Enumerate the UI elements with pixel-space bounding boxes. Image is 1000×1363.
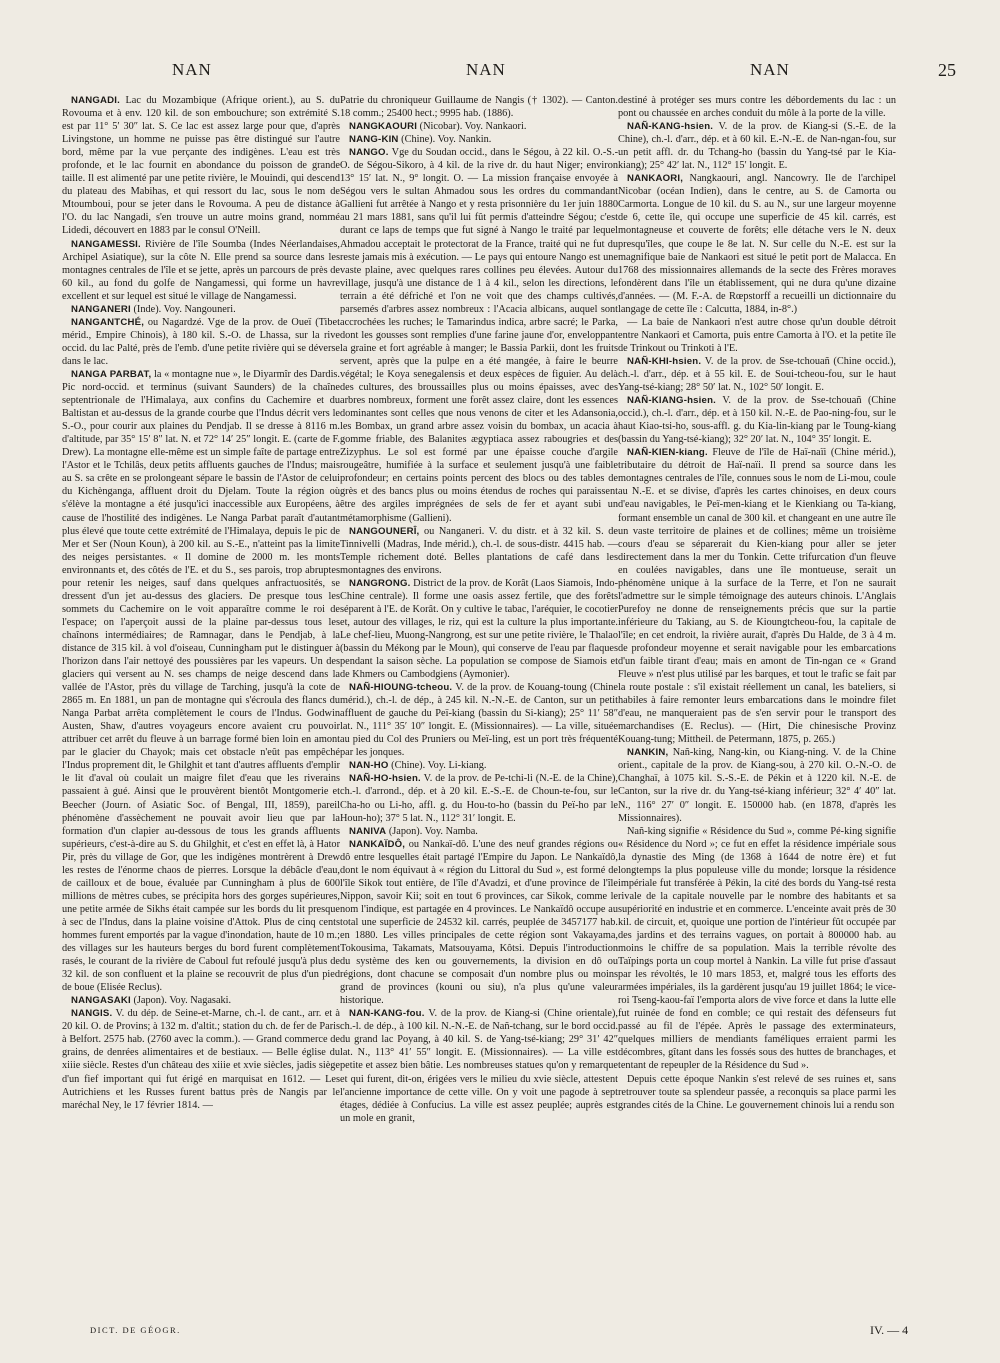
text-column-1	[62, 94, 340, 1320]
dictionary-entry	[618, 746, 896, 824]
entry-text: Nañ-king, Nang-kin, ou Kiang-ning. V. de la Chine orient., capitale de la prov. de Kiang-sou, à 270 kil. O.-N.-O. de Changhaï, à 1075 kil. S.-S.-E. de Pékin et à 1220 kil. N.-E. de Canton, sur la rive dr. du Yang-tsé-kiang inférieur; 32° 4′ 40″ lat. N., 116° 27′ 0″ longit. E. 150000 hab. (en 1878, d'après les Missionnaires).	[618, 747, 896, 824]
entry-headword: NANGANERI	[71, 303, 131, 315]
dictionary-entry	[618, 1073, 896, 1112]
entry-text: destiné à protéger ses murs contre les débordements du lac : un pont ou chaussée en arches conduit du môle à la porte de la ville.	[618, 95, 896, 120]
dictionary-entry	[340, 146, 618, 524]
dictionary-entry	[618, 120, 896, 172]
dictionary-entry	[340, 825, 618, 838]
dictionary-entry	[62, 994, 340, 1007]
dictionary-entry	[340, 838, 618, 1008]
entry-text: Lac du Mozambique (Afrique orient.), au S. du Rovouma et à env. 120 kil. de son embouchure; son extrémité S. est par 11° 5′ 30″ lat. S. Ce lac est assez large pour que, d'après Livingstone, un homme ne puisse pas être distingué sur l'autre bord, même par la vue perçante des indigènes. L'eau est très profonde, et le lac fournit en abondance du poisson de grande taille. Il est alimenté par une petite rivière, le Mouindi, qui descend du plateau des Mabihas, et qui ressort du lac, sous le nom de Mtoumboui, pour se jeter dans le Rovouma. A peu de distance à l'O. du lac Nangadi, s'en trouve un autre moins grand, nommé Lidedi, découvert en 1883 par le consul O'Neill.	[62, 95, 340, 237]
entry-text: la « montagne nue », le Diyarmîr des Dardis. Pic nord-occid. et terminus (suivant Saunders) de la chaîne septentrionale de l'Himalaya, aux confins du Cachemire et du Baltistan et au-dessus de la grande courbe que l'Indus décrit vers le S.-O., pour courir aux plaines du Pendjab. Il se dresse à 8116 m. d'altitude, par 35° 15′ 8″ lat. N. et 72° 14′ 25″ longit. E. (carte de F. Drew). La montagne elle-même est un simple faîte de partage entre l'Astor et le Tchilâs, deux petits affluents gauches de l'Indus; mais au S. sa crête en se prolongeant sépare le bassin de l'Astor de celui du Kichènganga, affluent droit du Djelam. Toute la région où s'élève la montagne a été jusqu'ici inaccessible aux Européens, à cause de l'hostilité des indigènes. Le Nanga Parbat paraît d'autant plus élevé que toute cette extrémité de l'Himalaya, depuis le pic de Mer et Ser (Noun Koun), à 200 kil. au S.-E., n'atteint pas la limite des neiges persistantes. « Il domine de 2000 m. les monts environnants et, des côtés de l'E. et du S., ses parois, trop abruptes pour retenir les neiges, sauf dans quelques anfractuosités, se dressent d'un jet au-dessus des glaciers. De presque tous les sommets du Cachemire on le voit apparaître comme le roi de l'espace; on l'aperçoit aussi de la plaine par-dessus tous les chaînons intermédiaires; de Ramnagar, dans le Pendjab, à la distance de 315 kil. à vol d'oiseau, Cunningham put le distinguer à l'horizon dans l'air nettoyé des poussières par les vapeurs. Un des glaciers qui versent au N. ses champs de neige descend dans la vallée de l'Astor, près du village de Tarching, jusqu'à la cote de 2865 m. En 1881, un pan de montagne qui s'écroula des flancs du Nanga Parbat arrêta complètement le cours de l'Indus. Godwin Austen, Shaw, d'autres voyageurs encore avaient cru pouvoir attribuer cet arrêt du fleuve à un barrage formé bien loin en amont par le glacier du Chayok; mais cet obstacle n'eût pas empêché l'Indus proprement dit, le Ghilghit et tant d'autres affluents d'emplir le lit d'aval où coulait un maigre filet d'eau que les riverains passaient à gué. Ainsi que le prouvèrent bientôt Montgomerie et Beecher (Journ. of Asiatic Soc. of Bengal, III, 1859), pareil phénomène d'assèchement ne pouvait avoir lieu que par la formation d'un clapier au-dessous de tous les grands affluents supérieurs, c'est-à-dire au S. du Ghilghit, et c'est en effet là, à Hator Pir, près du village de Gor, que les indigènes montrèrent à Drew les restes de l'énorme chaos de pierres. Lorsque la débâcle d'eau, de cailloux et de boue, évaluée par Cunningham à plus de 600 millions de mètres cubes, se précipita hors des gorges supérieures, une petite armée de Sikhs était campée sur les bords du lit presque à sec de l'Indus, dans la plaine voisine d'Attok. Plus de cinq cents hommes furent emportés par la vague d'inondation, haute de 10 m.; des villages sur les hauteurs berges du bord furent complètement rasés, le courant de la rivière de Caboul fut refoulé jusqu'à plus de 32 kil. de son confluent et la plaine se recouvrit de plus d'un pied de boue (Elisée Reclus).	[62, 368, 340, 994]
entry-headword: NAN-KANG-fou.	[349, 1008, 425, 1020]
dictionary-entry	[618, 394, 896, 446]
entry-text: Vge du Soudan occid., dans le Ségou, à 22 kil. O.-S.-O. de Ségou-Sikoro, à 4 kil. de la rive dr. du haut Niger; environ 13° 15′ lat. N., 9° longit. O. — La mission française envoyée à Ségou vers le sultan Ahmadou sous les ordres du commandant Gallieni fut arrêtée à Nango et y resta prisonnière du 1er juin 1880 au 21 mars 1881, sans qu'il lui fût permis d'atteindre Ségou; c'est durant ce laps de temps que fut signé à Nango le traité par lequel Ahmadou acceptait le protectorat de la France, traité qui ne fut du reste jamais mis à exécution. — Le pays qui entoure Nango est une vaste plaine, avec quelques rares collines peu élevées. Autour du village, jusqu'à une distance de 1 à 4 kil., selon les directions, le terrain a été défriché et l'on ne voit que des champs cultivés, parsemés d'arbres assez nombreux : l'Acacia albicans, auquel sont accrochées les ruches; le Tamarindus indica, arbre sacré; le Parka, dont les gousses sont remplies d'une farine jaune d'or, enveloppant la graine et fort agréable à manger; le Bassia Parkii, dont les fruits servent, après que la pulpe en a été mangée, à faire le beurre végétal; le Koya senegalensis et deux espèces de figuier. Au delà des cultures, des broussailles plus ou moins épaisses, avec des arbres nombreux, forment une forêt assez claire, dont les essences dominantes sont celles que nous venons de citer et les Adansonia, les Bombax, un grand arbre assez voisin du bombax, un acacia à gomme friable, des Balanites ægyptiaca assez rabougries et des Zizyphus. Le sol est formé par une épaisse couche d'argile rougeâtre, humifiée à la surface et seulement jusqu'à une faible profondeur; en certains points percent des blocs ou des tables de grès et des bancs plus ou moins étendus de roches qui paraissent être des argiles imprégnées de sels de fer et ayant subi un métamorphisme (Gallieni).	[340, 147, 618, 524]
entry-text: ou Nanganeri. V. du distr. et à 32 kil. S. de Tinnivelli (Madras, Inde mérid.), ch.-l. de sous-distr. 4415 hab. — Temple richement doté. Belles plantations de café dans les montagnes des environs.	[340, 525, 618, 576]
entry-text: V. de la prov. de Kouang-toung (Chine mérid.), ch.-l. de dép., à 245 kil. N.-N.-E. de Canton, sur un petit affluent de gauche du Peï-kiang (bassin du Si-kiang); 25° 11′ 58″ lat. N., 111° 35′ 10″ longit. E. (Missionnaires). — La ville, située au pied du Col des Pruniers ou Meï-ling, est un port très fréquenté par les jonques.	[340, 682, 618, 759]
entry-headword: NAÑ-HIOUNG-tcheou.	[349, 682, 453, 694]
entry-text: V. du dép. de Seine-et-Marne, ch.-l. de cant., arr. et à 20 kil. O. de Provins; à 132 m. d'altit.; station du ch. de fer de Paris à Belfort. 2575 hab. (2760 avec la comm.). — Grand commerce de grains, de denrées alimentaires et de bestiaux. — Belle église du xiiie siècle. Restes d'un château des xiiie et xvie siècles, jadis siège d'un fief important qui fut érigé en marquisat en 1612. — Les Autrichiens et les Russes furent battus près de Nangis par le maréchal Ney, le 17 février 1814. —	[62, 1008, 340, 1111]
dictionary-entry	[618, 94, 896, 120]
entry-headword: NAÑ-KHI-hsien.	[627, 355, 702, 367]
entry-headword: NANKIN,	[627, 747, 669, 759]
entry-text: (Inde). Voy. Nangouneri.	[133, 303, 236, 315]
dictionary-entry	[62, 238, 340, 303]
entry-text: District de la prov. de Korât (Laos Siamois, Indo-Chine centrale). Il forme une oasis assez fertile, que des forêts séparent à l'E. de Korât. On y cultive le tabac, l'aréquier, le cocotier et, autour des villages, le riz, qui est la culture la plus importante. Le chef-lieu, Muong-Nangrong, est sur une petite rivière, le Thalao (bassin du Mékong par le Moun), qui conserve de l'eau par flaques pendant la saison sèche. La population se compose de Siamois et de Khmers ou Cambodgiens (Aymonier).	[340, 577, 618, 681]
entry-text: (Japon). Voy. Namba.	[388, 825, 478, 837]
entry-text: Rivière de l'île Soumba (Indes Néerlandaises, Archipel Asiatique), sur la côte N. Elle prend sa source dans les montagnes centrales de l'île et se jette, après un parcours de près de 60 kil., au fond du golfe de Nangamessi, qui forme un havre excellent et sur lequel est situé le village de Nangamessi.	[62, 238, 340, 302]
entry-headword: NANGRONG.	[349, 577, 411, 589]
dictionary-entry	[340, 94, 618, 120]
entry-headword: NANGANTCHÉ,	[71, 316, 145, 328]
entry-text: V. de la prov. de Sse-tchouañ (Chine occid.), ch.-l. d'arr., dép. et à 55 kil. E. de Soui-tcheou-fou, sur le haut Yang-tsé-kiang; 28° 50′ lat. N., 102° 50′ longit. E.	[618, 355, 896, 394]
entry-headword: NANG-KIN	[349, 134, 399, 146]
entry-headword: NANGKAOURI	[349, 121, 418, 133]
entry-text: Nañ-king signifie « Résidence du Sud », comme Pé-king signifie « Résidence du Nord »; ce fut en effet la résidence impériale sous la dynastie des Ming (de 1368 à 1644 de notre ère) et fut longtemps la plus populeuse ville du monde; lorsque la résidence impériale fut transférée à Pékin, la cité des bords du Yang-tsé resta rivale de la capitale nouvelle par le nombre des habitants et sa supériorité en industrie et en commerce. L'enceinte avait près de 30 kil. de circuit, et, quoique une portion de l'intérieur fût occupée par des jardins et des terrains vagues, on portait à 800000 hab. au moins le chiffre de sa population. Mais la terrible révolte des Taïpings porta un coup mortel à Nankin. La ville fut prise d'assaut par les révoltés, le 10 mars 1853, et, malgré tous les efforts des armées impériales, ils la gardèrent jusqu'au 19 juillet 1864; le vice-roi Tseng-kaou-faï l'emporta alors de vive force et dans la lutte elle fut ruinée de fond en comble; ce qui restait des défenseurs fut passé au fil de l'épée. Après le passage des exterminateurs, quelques milliers de mendiants faméliques erraient parmi les décombres, gîtant dans les fossés sous des huttes de branchages, et tentant de repeupler de la Résidence du Sud ».	[618, 825, 896, 1072]
text-column-3	[618, 94, 896, 1320]
entry-headword: NAÑ-KIEN-kiang.	[627, 447, 708, 459]
entry-text: V. de la prov. de Kiang-si (S.-E. de la Chine), ch.-l. d'arr., dép. et à 60 kil. E.-N.-E. de Nan-ngan-fou, sur un petit affl. dr. du Tchang-ho (bassin du Yang-tsé par le Kia-kiang); 25° 42′ lat. N., 112° 15′ longit. E.	[618, 121, 896, 172]
entry-headword: NANGO.	[349, 147, 389, 159]
entry-text: (Chine). Voy. Nankin.	[401, 134, 492, 146]
entry-text: — La baie de Nankaori n'est autre chose qu'un double détroit entre Nankaori et Camorta, puis entre Camorta à l'O. et la petite île de Trinkout ou Trinkoti à l'E.	[618, 316, 896, 354]
entry-headword: NANGA PARBAT,	[71, 368, 152, 380]
entry-headword: NANKAORI,	[627, 173, 684, 185]
entry-headword: NANGIS.	[71, 1008, 113, 1020]
dictionary-entry	[340, 120, 618, 133]
dictionary-entry	[62, 94, 340, 238]
footer-volume-sheet: IV. — 4	[870, 1323, 909, 1337]
entry-text: Nangkaouri, angl. Nancowry. Ile de l'archipel Nicobar (océan Indien), dans le centre, au S. de Camorta ou Carmorta. Longue de 10 kil. du S. au N., sur une largeur moyenne de 6, cette île, qui occupe une superficie de 45 kil. carrés, est montagneuse et couverte de forêts; elle détache vers le N. deux presqu'îles, que coupe le 8e lat. N. Sur celle du N.-E. est sur la magnifique baie de Nankaori est situé le petit port de Malacca. En 1768 des missionnaires allemands de la secte des Frères moraves fondèrent dans l'île un établissement, qui ne dura qu'une dizaine d'années. — (M. F.-A. de Rœpstorff a recueilli un dictionnaire du langage de cette île : Calcutta, 1884, in-8°.)	[618, 173, 896, 315]
dictionary-entry	[62, 1007, 340, 1111]
entry-text: (Japon). Voy. Nagasaki.	[133, 995, 232, 1007]
entry-text: Depuis cette époque Nankin s'est relevé de ses ruines et, sans retrouver toute sa splendeur passée, a reconquis sa place parmi les grandes cités de la Chine. Le gouvernement chinois lui a rendu son	[618, 1073, 896, 1111]
entry-text: Fleuve de l'île de Haï-naïi (Chine mérid.), tributaire du détroit de Haï-naïi. Il prend sa source dans les montagnes centrales de l'île, connues sous le nom de Li-mou, coule au N.-E. et se divise, d'après les cartes chinoises, en deux cours d'eau navigables, le Peï-men-kiang et le Kienkiang ou Ta-kiang, formant ensemble un canal de 300 kil. et changeant en une autre île un vaste territoire de plaines et de collines; même un troisième cours d'eau se séparerait du Kien-kiang pour aller se jeter directement dans la mer du Tonkin. Cette trifurcation d'un fleuve en coulées navigables, dans une île montueuse, serait un phénomène unique à la surface de la Terre, et l'on ne saurait l'admettre sur le simple témoignage des auteurs chinois. L'Anglais Purefoy ne donne de renseignements précis que sur la partie inférieure du Takiang, au S. de Kioungtcheou-fou, la capitale de l'île; en cet endroit, la rivière aurait, d'après Du Halde, de 3 à 4 m. de profondeur moyenne et serait navigable pour les embarcations d'un faible tirant d'eau; mais en amont de Tin-ngan ce « Grand Fleuve » n'est plus utilisé par les barques, et tout le trafic se fait par la route postale : s'il existait réellement un canal, les bateliers, si habiles à faire remonter leurs embarcations dans le moindre filet d'eau, ne manqueraient pas de s'en servir pour le transport des marchandises (E. Reclus). — (Hirt, Die chinesische Provinz Kouang-tung; Mittheil. de Petermann, 1875, p. 265.)	[618, 447, 896, 746]
entry-text: V. de la prov. de Sse-tchouañ (Chine occid.), ch.-l. d'arr., dép. et à 150 kil. N.-E. de Pao-ning-fou, sur le haut Kiao-tsi-ho, sous-affl. g. du Kia-lin-kiang par le Toung-kiang (bassin du Yang-tsé-kiang); 32° 20′ lat. N., 104° 35′ longit. E.	[618, 395, 896, 446]
dictionary-entry	[618, 172, 896, 316]
entry-text: ou Nankaï-dô. L'une des neuf grandes régions ou dô entre lesquelles était partagé l'Empire du Japon. Le Nankaïdô, dont le nom équivaut à « région du Littoral du Sud », est formé de l'île Sikok tout entière, de l'île d'Avadzi, et d'une province de l'île Nippon, savoir Kii; soit en tout 6 provinces, car Sikok, comme le nom l'indique, est partagée en 4 provinces. Le Nankaïdô occupe au total une superficie de 24532 kil. carrés, peuplée de 3457177 hab. en 1880. Les villes principales de cette région sont Vakayama, Tokousima, Takamats, Matsouyama, Kôtsi. Depuis l'introduction du système des ken ou gouvernements, la division en dô ou régions, dont chacune se composait d'un nombre plus ou moins grand de provinces (kouni ou siu), n'a plus qu'une valeur historique.	[340, 838, 618, 1007]
dictionary-entry	[340, 681, 618, 759]
entry-text: ou Nagardzé. Vge de la prov. de Oueï (Tibet mérid., Empire Chinois), à 180 kil. S.-O. de Lhassa, sur la rive occid. du lac Palté, près de l'emb. d'une petite rivière qui se déverse dans le lac.	[62, 316, 340, 367]
entry-headword: NAN-HO	[349, 760, 389, 772]
footer-signature: DICT. DE GÉOGR.	[90, 1325, 181, 1335]
entry-headword: NANGOUNERÎ,	[349, 525, 420, 537]
header-right-word: NAN	[750, 60, 790, 79]
dictionary-entry	[340, 759, 618, 772]
entry-text: (Nicobar). Voy. Nankaori.	[419, 121, 527, 133]
dictionary-entry	[340, 133, 618, 146]
text-column-2	[340, 94, 618, 1320]
entry-headword: NANGAMESSI.	[71, 238, 141, 250]
dictionary-entry	[618, 355, 896, 394]
header-left-word: NAN	[172, 60, 212, 79]
dictionary-entry	[618, 825, 896, 1073]
dictionary-entry	[618, 446, 896, 746]
entry-headword: NANKAÏDÔ,	[349, 838, 406, 850]
dictionary-entry	[340, 525, 618, 577]
entry-headword: NAÑ-KIANG-hsien.	[627, 395, 717, 407]
entry-text: Patrie du chroniqueur Guillaume de Nangis († 1302). — Canton. 18 comm.; 25400 hect.; 9995 hab. (1886).	[340, 95, 618, 120]
page-footer	[0, 1325, 1000, 1345]
dictionary-entry	[340, 577, 618, 681]
dictionary-entry	[62, 303, 340, 316]
dictionary-entry	[62, 316, 340, 368]
running-header	[0, 60, 1000, 86]
page-number: 25	[938, 60, 956, 80]
entry-headword: NAÑ-HO-hsien.	[349, 773, 421, 785]
dictionary-entry	[340, 1007, 618, 1124]
dictionary-entry	[340, 772, 618, 824]
entry-headword: NANIVA	[349, 825, 387, 837]
entry-headword: NANGADI.	[71, 95, 121, 106]
header-center-word: NAN	[466, 60, 506, 79]
entry-headword: NAÑ-KANG-hsien.	[627, 121, 714, 133]
entry-text: V. de la prov. de Kiang-si (Chine orientale), ch.-l. de dép., à 100 kil. N.-N.-E. de Nañ-tchang, sur le bord occid. du grand lac Poyang, à 40 kil. S. de Yang-tsé-kiang; 29° 31′ 42″ lat. N., 113° 41′ 55″ longit. E. (Missionnaires). — La ville est petite et assez bien bâtie. Les nombreuses statues qu'on y remarque et qui furent, dit-on, érigées vers le milieu du xvie siècle, attestent l'ancienne importance de cette ville. On y voit une pagode à sept étages, dédiée à Confucius. La ville est assez peuplée; auprès est un mole en granit,	[340, 1008, 618, 1124]
dictionary-entry	[618, 316, 896, 355]
entry-headword: NANGASAKI	[71, 995, 131, 1007]
dictionary-entry	[62, 368, 340, 994]
entry-text: (Chine). Voy. Li-kiang.	[391, 760, 487, 772]
entry-text: V. de la prov. de Pe-tchi-li (N.-E. de la Chine), ch.-l. d'arrond., dép. et à 20 kil. E.-S.-E. de Choun-te-fou, sur le Cha-ho ou Li-ho, affl. g. du Hou-to-ho (bassin du Peï-ho par le Houn-ho); 37° 5 lat. N., 112° 31′ longit. E.	[340, 773, 618, 824]
